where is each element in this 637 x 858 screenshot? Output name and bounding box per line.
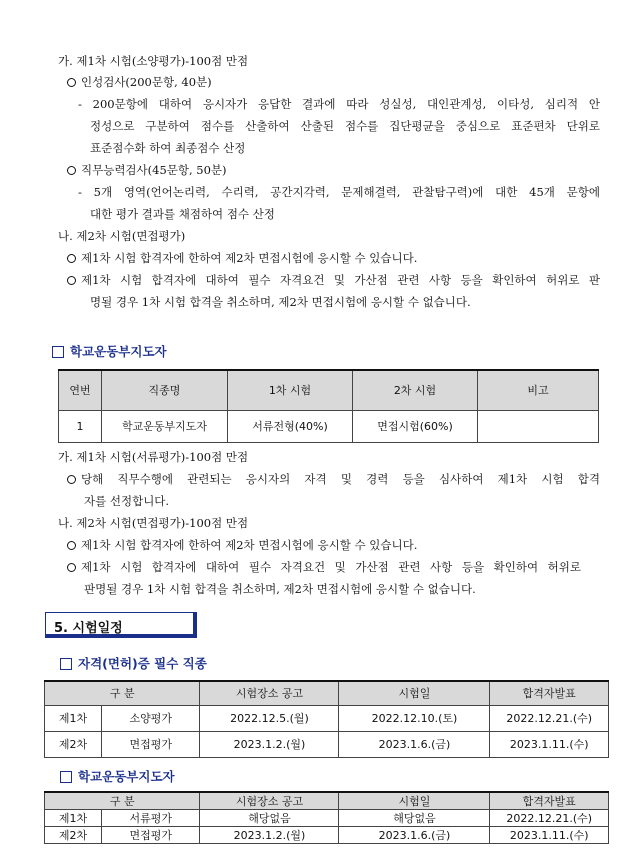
coach-exam2-note-2-text: 제1차 시험 합격자에 대하여 필수 자격요건 및 가산점 관련 사항 등을 확인하여 허위로 [81,560,581,574]
cell-result-date: 2022.12.21.(수) [490,810,609,827]
schedule1-table [44,680,609,758]
coach-exam2-note-1-text: 제1차 시험 합격자에 한하여 제2차 면접시험에 응시할 수 있습니다. [81,538,418,552]
square-bullet-icon [60,771,72,783]
coach-exam1-note [67,471,600,487]
schedule2-heading-text: 학교운동부지도자 [78,769,175,784]
schedule1-heading-text: 자격(면허)증 필수 직종 [78,656,207,671]
cell-result-date: 2023.1.11.(수) [490,827,609,844]
col-header-venue-notice: 시험장소 공고 [200,681,339,705]
personality-desc-2: 정성으로 구분하여 점수를 산출하여 산출된 점수를 집단평균을 중심으로 표준편차 단위로 [90,119,600,133]
cell-type: 소양평가 [102,705,200,731]
cell-venue-notice: 2023.1.2.(월) [200,827,339,844]
cell-venue-notice: 2022.12.5.(월) [200,705,339,731]
aptitude-desc-2: 대한 평가 결과를 채점하여 점수 산정 [90,207,275,221]
schedule2-heading [60,767,175,785]
personality-test-label: 인성검사(200문항, 40분) [81,75,212,89]
table-row [45,810,609,827]
schedule1-heading [60,654,207,672]
exam2-note-2 [67,272,600,288]
col-header-exam-date: 시험일 [339,681,490,705]
exam2-note-2-text: 제1차 시험 합격자에 대하여 필수 자격요건 및 가산점 관련 사항 등을 확인하여 허위로 판 [81,273,600,287]
coach-exam-table [58,369,599,443]
cell-round: 제2차 [45,827,102,844]
coach-exam1-note-text: 당해 직무수행에 관련되는 응시자의 자격 및 경력 등을 심사하여 제1차 시험 합격 [81,472,600,486]
cell-job: 학교운동부지도자 [102,410,228,442]
circle-bullet-icon [67,276,76,285]
coach-exam1-title: 가. 제1차 시험(서류평가)-100점 만점 [58,450,249,464]
col-header-exam-date: 시험일 [339,792,490,810]
col-header-exam2: 2차 시험 [353,370,478,410]
col-header-result-date: 합격자발표 [490,792,609,810]
personality-desc-3: 표준점수화 하여 최종점수 산정 [90,141,246,155]
cell-no: 1 [59,410,102,442]
coach-heading [52,342,167,360]
col-header-job: 직종명 [102,370,228,410]
cell-type: 면접평가 [102,827,200,844]
exam2-title: 나. 제2차 시험(면접평가) [58,229,186,243]
cell-exam1: 서류전형(40%) [228,410,353,442]
cell-exam-date: 2023.1.6.(금) [339,827,490,844]
exam2-note-1 [67,250,417,266]
cell-round: 제1차 [45,705,102,731]
section-5-title: 5. 시험일정 [54,621,123,636]
cell-result-date: 2022.12.21.(수) [490,705,609,731]
exam1-title: 가. 제1차 시험(소양평가)-100점 만점 [58,54,249,68]
cell-round: 제1차 [45,810,102,827]
cell-type: 서류평가 [102,810,200,827]
circle-bullet-icon [67,475,76,484]
circle-bullet-icon [67,541,76,550]
cell-type: 면접평가 [102,731,200,757]
personality-test-item [67,74,212,90]
col-header-exam1: 1차 시험 [228,370,353,410]
col-header-no: 연번 [59,370,102,410]
col-header-category: 구 분 [45,792,200,810]
circle-bullet-icon [67,563,76,572]
cell-exam-date: 해당없음 [339,810,490,827]
coach-exam2-note-1 [67,537,417,553]
square-bullet-icon [52,346,64,358]
section-5-header [45,612,197,638]
cell-round: 제2차 [45,731,102,757]
aptitude-test-label: 직무능력검사(45문항, 50분) [81,163,227,177]
coach-exam2-title: 나. 제2차 시험(면접평가)-100점 만점 [58,516,249,530]
coach-exam2-note-2 [67,559,581,575]
col-header-venue-notice: 시험장소 공고 [200,792,339,810]
coach-heading-text: 학교운동부지도자 [70,344,167,359]
circle-bullet-icon [67,78,76,87]
coach-exam1-note-b: 자를 선정합니다. [84,494,170,508]
col-header-category: 구 분 [45,681,200,705]
cell-exam-date: 2022.12.10.(토) [339,705,490,731]
cell-venue-notice: 2023.1.2.(월) [200,731,339,757]
table-row [59,410,599,442]
coach-exam2-note-2b: 판명될 경우 1차 시험 합격을 취소하며, 제2차 면접시험에 응시할 수 없습니다. [84,582,476,596]
cell-note [478,410,599,442]
aptitude-test-item [67,162,227,178]
aptitude-desc-1: - 5개 영역(언어논리력, 수리력, 공간지각력, 문제해결력, 관찰탐구력)에 대한 45개 문항에 [78,185,600,199]
exam2-note-1-text: 제1차 시험 합격자에 한하여 제2차 면접시험에 응시할 수 있습니다. [81,251,418,265]
table-row [45,827,609,844]
cell-venue-notice: 해당없음 [200,810,339,827]
circle-bullet-icon [67,166,76,175]
col-header-result-date: 합격자발표 [490,681,609,705]
cell-result-date: 2023.1.11.(수) [490,731,609,757]
schedule2-table [44,791,609,844]
table-row [45,731,609,757]
cell-exam2: 면접시험(60%) [353,410,478,442]
square-bullet-icon [60,658,72,670]
exam2-note-2b: 명될 경우 1차 시험 합격을 취소하며, 제2차 면접시험에 응시할 수 없습니다. [90,295,471,309]
cell-exam-date: 2023.1.6.(금) [339,731,490,757]
circle-bullet-icon [67,254,76,263]
table-row [45,705,609,731]
personality-desc-1: - 200문항에 대하여 응시자가 응답한 결과에 따라 성실성, 대인관계성, 이타성, 심리적 안 [78,97,600,111]
col-header-note: 비고 [478,370,599,410]
